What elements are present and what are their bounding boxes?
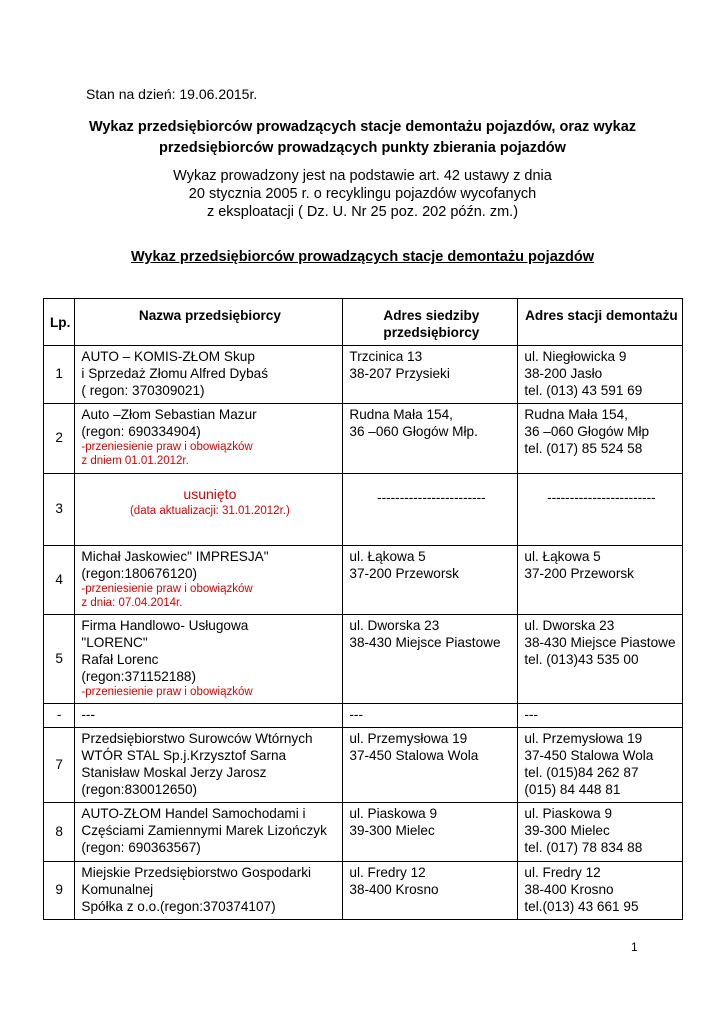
company-name-cell — [75, 728, 343, 803]
station-address-line: tel. (017) 85 524 58 — [524, 441, 643, 456]
hq-address-cell — [343, 404, 518, 474]
transfer-note: z dnia: 07.04.2014r. — [81, 597, 183, 609]
station-address-line: 37-200 Przeworsk — [524, 566, 634, 581]
company-name-line: WTÓR STAL Sp.j.Krzysztof Sarna — [81, 748, 287, 763]
company-name-line: AUTO – KOMIS-ZŁOM Skup — [81, 349, 255, 364]
basis-line-3: z eksploatacji ( Dz. U. Nr 25 poz. 202 późn. zm.) — [206, 204, 519, 220]
hq-address-line: 39-300 Mielec — [349, 823, 435, 838]
hq-address-line: 38-400 Krosno — [349, 882, 439, 897]
hq-address-line: ul. Fredry 12 — [349, 865, 426, 880]
company-name-line: Auto –Złom Sebastian Mazur — [81, 407, 257, 422]
transfer-note: -przeniesienie praw i obowiązków — [81, 583, 253, 595]
station-address-line: 38-400 Krosno — [524, 882, 614, 897]
row-number: 7 — [44, 728, 75, 803]
document-title — [60, 117, 665, 159]
date-line: Stan na dzień: 19.06.2015r. — [86, 86, 258, 102]
row-number: 5 — [44, 615, 75, 704]
hq-dashes: ------------------------ — [377, 490, 486, 505]
company-name-cell — [75, 346, 343, 404]
station-address-line: tel. (015)84 262 87 — [524, 765, 639, 780]
legal-basis — [60, 167, 665, 221]
section-title: Wykaz przedsiębiorców prowadzących stacje demontażu pojazdów — [130, 249, 595, 265]
row-number: 1 — [44, 346, 75, 404]
station-address-line: ul. Łąkowa 5 — [524, 549, 601, 564]
company-name-cell — [75, 615, 343, 704]
row-number: 8 — [44, 803, 75, 862]
hq-address-line: ul. Łąkowa 5 — [349, 549, 426, 564]
row-number: 3 — [44, 474, 75, 546]
company-name-line: Przedsiębiorstwo Surowców Wtórnych — [81, 731, 313, 746]
row-number: 4 — [44, 546, 75, 615]
station-address-line: tel. (017) 78 834 88 — [524, 840, 643, 855]
transfer-note: -przeniesienie praw i obowiązków — [81, 686, 253, 698]
company-name-cell — [75, 546, 343, 615]
header-name: Nazwa przedsiębiorcy — [75, 299, 343, 346]
station-address-line: (015) 84 448 81 — [524, 782, 621, 797]
company-name-line: ( regon: 370309021) — [81, 383, 205, 398]
company-name-line: AUTO-ZŁOM Handel Samochodami i — [81, 806, 306, 821]
hq-address-line: ul. Piaskowa 9 — [349, 806, 438, 821]
hq-address-line: --- — [349, 707, 363, 722]
station-address-cell — [518, 474, 683, 546]
station-address-line: ul. Dworska 23 — [524, 618, 615, 633]
station-address-line: ul. Przemysłowa 19 — [524, 731, 643, 746]
company-name-line: (regon:371152188) — [81, 669, 197, 684]
title-line-2: przedsiębiorców prowadzących punkty zbierania pojazdów — [159, 140, 566, 156]
page-number: 1 — [631, 940, 638, 954]
company-name-line: i Sprzedaż Złomu Alfred Dybaś — [81, 366, 269, 381]
header-hq-line-2: przedsiębiorcy — [383, 325, 480, 340]
hq-address-line: 36 –060 Głogów Młp. — [349, 424, 478, 439]
table-row — [44, 704, 683, 728]
title-line-1: Wykaz przedsiębiorców prowadzących stacje demontażu pojazdów, oraz wykaz — [88, 119, 637, 135]
station-address-cell — [518, 803, 683, 862]
basis-line-2: 20 stycznia 2005 r. o recyklingu pojazdów wycofanych — [188, 186, 537, 202]
station-dashes: ------------------------ — [547, 490, 656, 505]
station-address-cell — [518, 404, 683, 474]
station-address-cell — [518, 862, 683, 920]
station-address-line: 38-200 Jasło — [524, 366, 603, 381]
station-address-line: ul. Niegłowicka 9 — [524, 349, 627, 364]
table-row — [44, 474, 683, 546]
company-name-line: Michał Jaskowiec" IMPRESJA" — [81, 549, 269, 564]
station-address-line: ul. Fredry 12 — [524, 865, 601, 880]
header-station: Adres stacji demontażu — [518, 299, 683, 346]
hq-address-line: Rudna Mała 154, — [349, 407, 453, 422]
row-number: 9 — [44, 862, 75, 920]
hq-address-cell — [343, 803, 518, 862]
company-name-cell — [75, 803, 343, 862]
station-address-cell — [518, 728, 683, 803]
station-address-cell — [518, 615, 683, 704]
row-number: - — [44, 704, 75, 728]
hq-address-cell — [343, 474, 518, 546]
station-address-line: ul. Piaskowa 9 — [524, 806, 613, 821]
header-hq-line-1: Adres siedziby — [383, 308, 480, 323]
company-name-line: Komunalnej — [81, 882, 154, 897]
company-name-line: "LORENC" — [81, 635, 148, 650]
station-address-line: --- — [524, 707, 538, 722]
hq-address-cell — [343, 346, 518, 404]
header-lp: Lp. — [44, 299, 75, 346]
company-name-line: Stanisław Moskal Jerzy Jarosz — [81, 765, 267, 780]
station-address-line: 38-430 Miejsce Piastowe — [524, 635, 676, 650]
hq-address-line: 38-207 Przysieki — [349, 366, 450, 381]
company-name-line: Miejskie Przedsiębiorstwo Gospodarki — [81, 865, 312, 880]
hq-address-line: ul. Dworska 23 — [349, 618, 440, 633]
table-header-row — [44, 299, 683, 346]
transfer-note: z dniem 01.01.2012r. — [81, 455, 189, 467]
station-address-line: tel. (013) 43 591 69 — [524, 383, 643, 398]
station-address-cell — [518, 346, 683, 404]
station-address-cell — [518, 546, 683, 615]
company-name-line: (regon: 690334904) — [81, 424, 201, 439]
company-name-line: Częściami Zamiennymi Marek Lizończyk — [81, 823, 327, 838]
company-name-cell — [75, 474, 343, 546]
hq-address-cell — [343, 615, 518, 704]
station-address-cell — [518, 704, 683, 728]
company-name-line: (regon:180676120) — [81, 566, 198, 581]
company-name-line: Firma Handlowo- Usługowa — [81, 618, 249, 633]
company-name-line: --- — [81, 707, 95, 722]
company-name-line: (regon: 690363567) — [81, 840, 201, 855]
table-row — [44, 862, 683, 920]
company-name-cell — [75, 862, 343, 920]
hq-address-line: 37-200 Przeworsk — [349, 566, 459, 581]
transfer-note: -przeniesienie praw i obowiązków — [81, 441, 253, 453]
table-row — [44, 803, 683, 862]
hq-address-line: 37-450 Stalowa Wola — [349, 748, 479, 763]
hq-address-cell — [343, 728, 518, 803]
table-row — [44, 615, 683, 704]
basis-line-1: Wykaz prowadzony jest na podstawie art. 42 ustawy z dnia — [173, 168, 552, 184]
station-address-line: tel. (013)43 535 00 — [524, 652, 639, 667]
hq-address-cell — [343, 862, 518, 920]
station-address-line: 36 –060 Głogów Młp — [524, 424, 650, 439]
hq-address-line: ul. Przemysłowa 19 — [349, 731, 468, 746]
register-table — [43, 298, 683, 920]
company-name-line: Spółka z o.o.(regon:370374107) — [81, 899, 276, 914]
station-address-line: 37-450 Stalowa Wola — [524, 748, 654, 763]
company-name-line: Rafał Lorenc — [81, 652, 159, 667]
company-name-cell — [75, 704, 343, 728]
removed-label: usunięto — [183, 486, 237, 502]
row-number: 2 — [44, 404, 75, 474]
table-row — [44, 346, 683, 404]
station-address-line: 39-300 Mielec — [524, 823, 610, 838]
removed-note: (data aktualizacji: 31.01.2012r.) — [129, 505, 290, 517]
table-row — [44, 546, 683, 615]
hq-address-line: Trzcinica 13 — [349, 349, 423, 364]
hq-address-cell — [343, 546, 518, 615]
hq-address-line: 38-430 Miejsce Piastowe — [349, 635, 501, 650]
table-row — [44, 404, 683, 474]
station-address-line: tel.(013) 43 661 95 — [524, 899, 639, 914]
hq-address-cell — [343, 704, 518, 728]
company-name-cell — [75, 404, 343, 474]
station-address-line: Rudna Mała 154, — [524, 407, 628, 422]
table-row — [44, 728, 683, 803]
company-name-line: (regon:830012650) — [81, 782, 198, 797]
header-hq — [343, 299, 518, 346]
